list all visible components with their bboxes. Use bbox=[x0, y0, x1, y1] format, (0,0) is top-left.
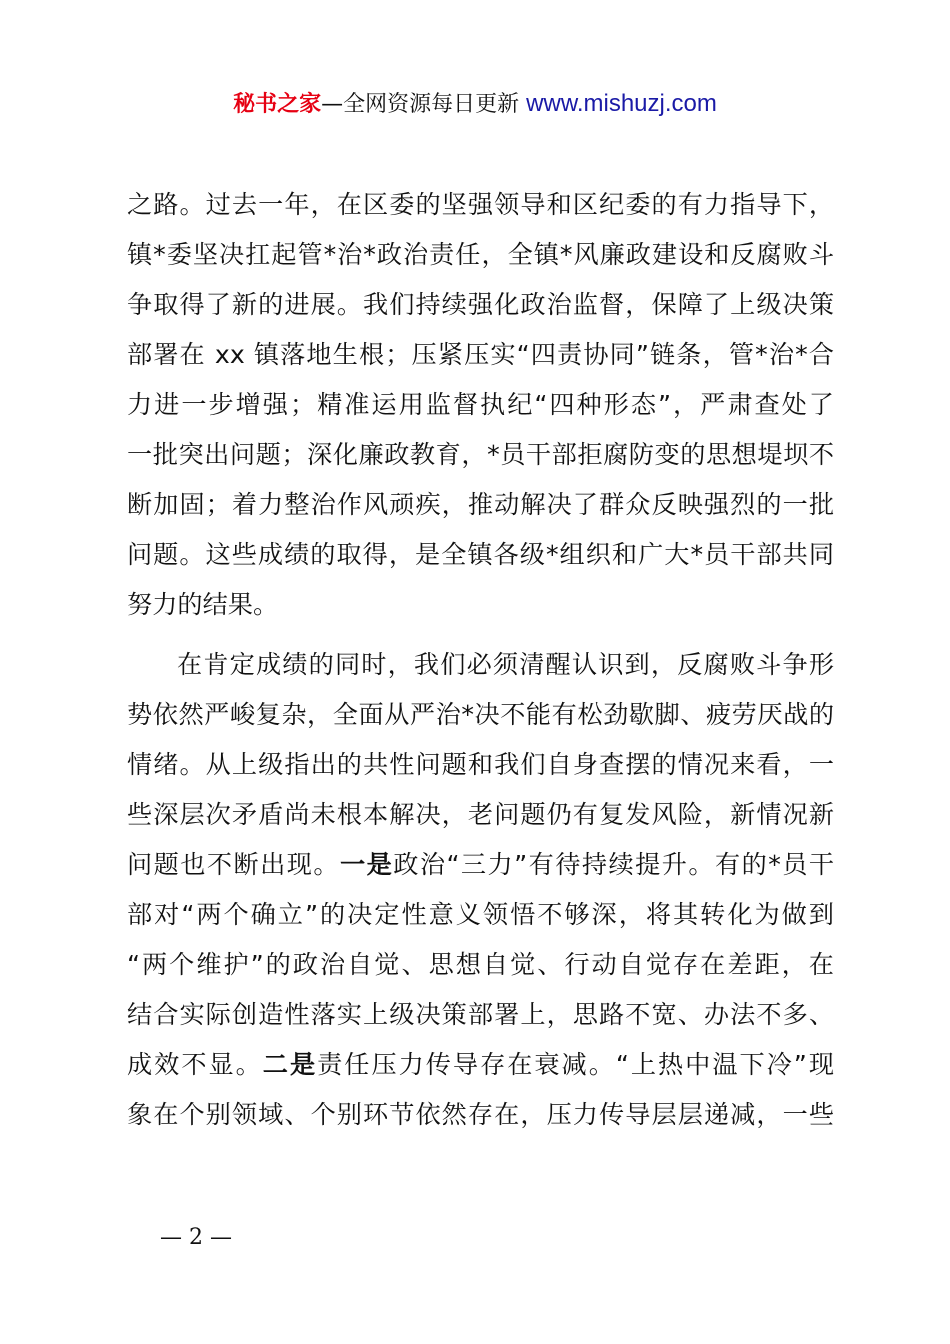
text-line: 努力的结果。 bbox=[127, 590, 279, 619]
site-brand: 秘书之家 bbox=[233, 92, 322, 117]
text-segment: 政治“三力”有待持续提升。有的*员干 bbox=[393, 850, 835, 879]
emphasis-second: 二是 bbox=[262, 1050, 318, 1079]
text-line: 镇*委坚决扛起管*治*政治责任，全镇*风廉政建设和反腐败斗 bbox=[127, 240, 834, 269]
text-line: 一批突出问题；深化廉政教育，*员干部拒腐防变的思想堤坝不 bbox=[127, 440, 834, 469]
text-line: 势依然严峻复杂，全面从严治*决不能有松劲歇脚、疲劳厌战的 bbox=[127, 700, 834, 729]
text-line: 之路。过去一年，在区委的坚强领导和区纪委的有力指导下， bbox=[127, 190, 834, 219]
text-line: 象在个别领域、个别环节依然存在，压力传导层层递减，一些 bbox=[127, 1100, 834, 1129]
text-line: 些深层次矛盾尚未根本解决，老问题仍有复发风险，新情况新 bbox=[127, 800, 834, 829]
text-line: 争取得了新的进展。我们持续强化政治监督，保障了上级决策 bbox=[127, 290, 834, 319]
emphasis-first: 一是 bbox=[339, 850, 394, 879]
text-line: 力进一步增强；精准运用监督执纪“四种形态”，严肃查处了 bbox=[127, 390, 834, 419]
page-number: — 2 — bbox=[160, 1225, 232, 1250]
document-body bbox=[127, 180, 834, 1140]
site-url-link[interactable]: www.mishuzj.com bbox=[526, 90, 717, 117]
text-line: 部对“两个确立”的决定性意义领悟不够深，将其转化为做到 bbox=[127, 900, 834, 929]
page-header bbox=[0, 86, 950, 123]
paragraph-2 bbox=[127, 640, 834, 1140]
text-line: 情绪。从上级指出的共性问题和我们自身查摆的情况来看，一 bbox=[127, 750, 834, 779]
text-segment: 问题也不断出现。 bbox=[127, 850, 340, 879]
text-segment: 责任压力传导存在衰减。“上热中温下冷”现 bbox=[317, 1050, 835, 1079]
text-line: 在肯定成绩的同时，我们必须清醒认识到，反腐败斗争形 bbox=[177, 650, 834, 679]
text-line: “两个维护”的政治自觉、思想自觉、行动自觉存在差距，在 bbox=[127, 950, 834, 979]
text-segment: 成效不显。 bbox=[127, 1050, 263, 1079]
text-line bbox=[127, 1040, 834, 1090]
text-line bbox=[127, 840, 834, 890]
text-line: 问题。这些成绩的取得，是全镇各级*组织和广大*员干部共同 bbox=[127, 540, 834, 569]
paragraph-1 bbox=[127, 180, 834, 630]
text-line: 断加固；着力整治作风顽疾，推动解决了群众反映强烈的一批 bbox=[127, 490, 834, 519]
text-line: 部署在 xx 镇落地生根；压紧压实“四责协同”链条，管*治*合 bbox=[127, 340, 834, 369]
site-slogan: —全网资源每日更新 bbox=[321, 92, 527, 117]
text-line: 结合实际创造性落实上级决策部署上，思路不宽、办法不多、 bbox=[127, 1000, 834, 1029]
